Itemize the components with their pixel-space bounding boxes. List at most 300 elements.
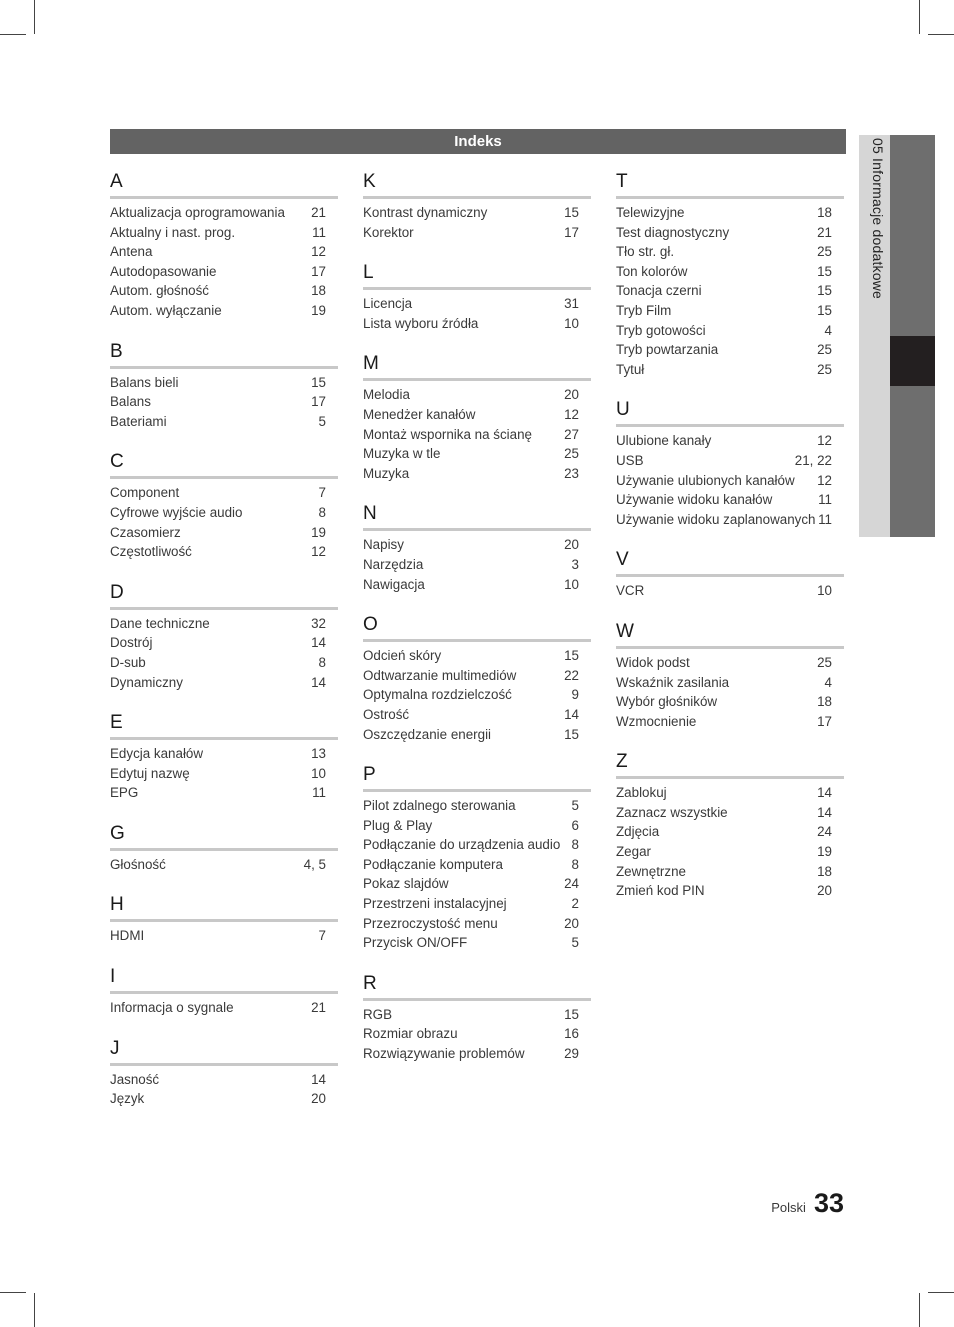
index-section [616, 620, 844, 731]
index-entry [363, 203, 591, 223]
entry-page: 5 [571, 798, 579, 814]
entry-term: HDMI [110, 928, 145, 944]
index-entry [110, 855, 338, 875]
index-entry [616, 881, 844, 901]
entry-term: Nawigacja [363, 576, 425, 592]
entry-list [363, 1005, 591, 1064]
entry-term: Edytuj nazwę [110, 765, 190, 781]
entry-page: 15 [817, 283, 832, 299]
entry-term: Licencja [363, 296, 413, 312]
entry-page: 25 [817, 654, 832, 670]
entry-list [110, 998, 338, 1018]
entry-term: Zmień kod PIN [616, 883, 705, 899]
entry-page: 10 [564, 315, 579, 331]
entry-page: 21, 22 [794, 452, 832, 468]
index-section [363, 613, 591, 744]
crop-mark [0, 34, 26, 35]
entry-page: 15 [564, 726, 579, 742]
section-letter: V [616, 548, 844, 577]
index-entry [110, 301, 338, 321]
entry-page: 13 [311, 746, 326, 762]
entry-term: Częstotliwość [110, 544, 192, 560]
index-section [110, 170, 338, 321]
entry-term: Dynamiczny [110, 674, 183, 690]
entry-term: Rozmiar obrazu [363, 1026, 458, 1042]
entry-term: Wzmocnienie [616, 713, 697, 729]
entry-page: 14 [311, 1071, 326, 1087]
index-entry [363, 464, 591, 484]
index-entry [110, 542, 338, 562]
entry-term: Menedżer kanałów [363, 406, 476, 422]
entry-page: 6 [571, 817, 579, 833]
entry-page: 20 [564, 387, 579, 403]
index-section [110, 450, 338, 561]
entry-term: Lista wyboru źródła [363, 315, 479, 331]
entry-term: Edycja kanałów [110, 746, 204, 762]
index-entry [363, 314, 591, 334]
index-entry [110, 614, 338, 634]
page-number: 33 [813, 1188, 844, 1218]
entry-page: 14 [311, 635, 326, 651]
index-entry [363, 294, 591, 314]
entry-page: 20 [564, 915, 579, 931]
entry-page: 10 [817, 583, 832, 599]
entry-term: Plug & Play [363, 817, 433, 833]
index-entry [363, 705, 591, 725]
index-entry [363, 575, 591, 595]
index-column-3 [616, 170, 844, 920]
index-entry [616, 822, 844, 842]
entry-page: 11 [818, 511, 832, 527]
entry-term: Tytuł [616, 361, 645, 377]
section-letter: M [363, 352, 591, 381]
entry-page: 7 [318, 485, 326, 501]
entry-page: 3 [571, 556, 579, 572]
section-letter: G [110, 822, 338, 851]
entry-page: 12 [311, 544, 326, 560]
entry-page: 20 [564, 537, 579, 553]
entry-term: Przezroczystość menu [363, 915, 498, 931]
index-entry [616, 451, 844, 471]
entry-term: Głośność [110, 856, 166, 872]
index-entry [363, 405, 591, 425]
index-section [110, 581, 338, 692]
entry-page: 11 [312, 224, 326, 240]
index-entry [363, 894, 591, 914]
entry-term: Tryb gotowości [616, 322, 706, 338]
index-entry [363, 725, 591, 745]
entry-term: Component [110, 485, 180, 501]
section-letter: A [110, 170, 338, 199]
entry-page: 12 [564, 406, 579, 422]
index-entry [616, 581, 844, 601]
entry-term: Muzyka [363, 465, 410, 481]
index-entry [110, 673, 338, 693]
entry-page: 5 [571, 935, 579, 951]
entry-list [363, 385, 591, 483]
entry-term: Napisy [363, 537, 404, 553]
entry-term: Muzyka w tle [363, 446, 441, 462]
entry-list [363, 294, 591, 333]
entry-term: Montaż wspornika na ścianę [363, 426, 532, 442]
index-entry [616, 712, 844, 732]
entry-page: 29 [564, 1046, 579, 1062]
entry-term: RGB [363, 1006, 393, 1022]
entry-term: Ostrość [363, 706, 410, 722]
section-letter: E [110, 711, 338, 740]
crop-mark [928, 1292, 954, 1293]
index-entry [616, 803, 844, 823]
entry-term: Używanie widoku kanałów [616, 492, 773, 508]
index-entry [616, 510, 844, 530]
index-entry [110, 764, 338, 784]
index-entry [363, 685, 591, 705]
entry-term: Zaznacz wszystkie [616, 804, 728, 820]
entry-term: Wskaźnik zasilania [616, 674, 730, 690]
index-section [110, 1037, 338, 1109]
index-entry [110, 503, 338, 523]
entry-list [363, 796, 591, 953]
entry-page: 16 [564, 1026, 579, 1042]
entry-list [110, 203, 338, 321]
index-entry [363, 535, 591, 555]
index-entry [363, 796, 591, 816]
entry-page: 22 [564, 667, 579, 683]
entry-page: 9 [571, 687, 579, 703]
entry-term: Zablokuj [616, 785, 667, 801]
side-tab-marker [890, 336, 935, 386]
entry-page: 11 [312, 785, 326, 801]
index-entry [363, 223, 591, 243]
section-letter: N [363, 502, 591, 531]
entry-term: Ton kolorów [616, 263, 688, 279]
index-section [110, 893, 338, 946]
entry-term: Widok podst [616, 654, 690, 670]
entry-list [110, 744, 338, 803]
entry-term: Narzędzia [363, 556, 424, 572]
entry-term: Pokaz slajdów [363, 876, 449, 892]
entry-page: 12 [311, 244, 326, 260]
entry-term: EPG [110, 785, 139, 801]
entry-term: Przestrzeni instalacyjnej [363, 896, 507, 912]
crop-mark [919, 0, 920, 34]
entry-list [616, 653, 844, 731]
index-entry [616, 360, 844, 380]
entry-page: 15 [564, 648, 579, 664]
entry-term: Podłączanie komputera [363, 856, 503, 872]
entry-term: Kontrast dynamiczny [363, 205, 488, 220]
index-entry [616, 653, 844, 673]
entry-page: 12 [817, 472, 832, 488]
entry-list [616, 581, 844, 601]
index-entry [616, 862, 844, 882]
entry-list [363, 535, 591, 594]
index-entry [616, 673, 844, 693]
entry-page: 32 [311, 615, 326, 631]
index-column-1 [110, 170, 338, 1128]
section-letter: U [616, 398, 844, 427]
section-letter: I [110, 965, 338, 994]
entry-page: 11 [818, 492, 832, 508]
index-entry [110, 262, 338, 282]
index-entry [616, 431, 844, 451]
entry-page: 24 [564, 876, 579, 892]
entry-list [110, 373, 338, 432]
entry-term: Optymalna rozdzielczość [363, 687, 512, 703]
index-entry [110, 392, 338, 412]
index-entry [616, 223, 844, 243]
index-entry [363, 646, 591, 666]
index-section [616, 170, 844, 379]
entry-page: 15 [311, 374, 326, 390]
page-title: Indeks [454, 133, 502, 150]
crop-mark [34, 0, 35, 34]
entry-term: Autodopasowanie [110, 263, 217, 279]
entry-page: 21 [311, 1000, 326, 1016]
entry-term: Bateriami [110, 413, 167, 429]
entry-page: 19 [311, 302, 326, 318]
index-section [110, 822, 338, 875]
entry-term: Cyfrowe wyjście audio [110, 504, 243, 520]
index-column-2 [363, 170, 591, 1083]
index-entry [616, 490, 844, 510]
section-letter: D [110, 581, 338, 610]
entry-page: 15 [564, 1006, 579, 1022]
index-entry [110, 223, 338, 243]
index-entry [110, 1089, 338, 1109]
index-section [363, 502, 591, 594]
entry-page: 21 [817, 224, 832, 240]
entry-page: 5 [318, 413, 326, 429]
entry-term: D-sub [110, 654, 146, 670]
entry-term: Tryb powtarzania [616, 342, 719, 358]
index-section [616, 548, 844, 601]
entry-page: 19 [817, 844, 832, 860]
index-entry [363, 444, 591, 464]
entry-list [110, 855, 338, 875]
entry-list [363, 203, 591, 242]
entry-page: 27 [564, 426, 579, 442]
section-letter: H [110, 893, 338, 922]
section-letter: C [110, 450, 338, 479]
index-section [363, 763, 591, 953]
entry-page: 18 [817, 694, 832, 710]
index-entry [110, 281, 338, 301]
entry-term: Antena [110, 244, 153, 260]
index-entry [110, 998, 338, 1018]
index-entry [110, 633, 338, 653]
entry-page: 17 [311, 394, 326, 410]
index-entry [110, 373, 338, 393]
index-entry [110, 744, 338, 764]
entry-term: Telewizyjne [616, 205, 685, 220]
entry-page: 17 [817, 713, 832, 729]
index-entry [110, 653, 338, 673]
index-section [363, 170, 591, 242]
entry-term: Rozwiązywanie problemów [363, 1046, 525, 1062]
entry-page: 14 [564, 706, 579, 722]
entry-page: 20 [817, 883, 832, 899]
chapter-tab-label: 05 Informacje dodatkowe [870, 138, 886, 300]
index-entry [616, 471, 844, 491]
entry-page: 25 [817, 244, 832, 260]
entry-list [110, 614, 338, 692]
index-entry [363, 1024, 591, 1044]
entry-page: 19 [311, 524, 326, 540]
index-entry [363, 385, 591, 405]
index-section [110, 965, 338, 1018]
entry-term: Informacja o sygnale [110, 1000, 234, 1016]
section-letter: L [363, 261, 591, 290]
section-letter: K [363, 170, 591, 199]
index-section [363, 972, 591, 1064]
entry-page: 18 [817, 863, 832, 879]
entry-page: 15 [817, 263, 832, 279]
entry-term: Melodia [363, 387, 410, 403]
entry-list [110, 1070, 338, 1109]
index-section [616, 750, 844, 901]
entry-term: Odcień skóry [363, 648, 442, 664]
index-entry [616, 262, 844, 282]
entry-page: 4 [824, 322, 832, 338]
entry-term: Balans [110, 394, 151, 410]
index-entry [363, 835, 591, 855]
entry-term: Tło str. gł. [616, 244, 675, 260]
index-entry [616, 783, 844, 803]
entry-term: Dostrój [110, 635, 153, 651]
entry-term: Używanie ulubionych kanałów [616, 472, 795, 488]
index-entry [363, 666, 591, 686]
entry-list [110, 483, 338, 561]
section-letter: W [616, 620, 844, 649]
entry-term: Dane techniczne [110, 615, 210, 631]
entry-page: 10 [564, 576, 579, 592]
entry-term: Oszczędzanie energii [363, 726, 492, 742]
crop-mark [0, 1292, 26, 1293]
index-entry [110, 1070, 338, 1090]
entry-term: Autom. głośność [110, 283, 209, 299]
entry-page: 10 [311, 765, 326, 781]
index-section [616, 398, 844, 529]
entry-term: Pilot zdalnego sterowania [363, 798, 516, 814]
entry-term: Wybór głośników [616, 694, 718, 710]
crop-mark [928, 34, 954, 35]
entry-page: 14 [817, 785, 832, 801]
entry-page: 15 [564, 205, 579, 220]
entry-term: Tryb Film [616, 302, 672, 318]
index-entry [363, 1044, 591, 1064]
entry-list [110, 926, 338, 946]
index-entry [616, 301, 844, 321]
entry-list [616, 431, 844, 529]
index-entry [363, 855, 591, 875]
entry-page: 18 [311, 283, 326, 299]
entry-term: Aktualizacja oprogramowania [110, 205, 285, 220]
index-entry [363, 1005, 591, 1025]
entry-term: Ulubione kanały [616, 433, 712, 449]
entry-term: Podłączanie do urządzenia audio [363, 837, 561, 853]
index-entry [363, 555, 591, 575]
crop-mark [919, 1293, 920, 1327]
section-letter: Z [616, 750, 844, 779]
entry-term: Tonacja czerni [616, 283, 702, 299]
index-entry [616, 340, 844, 360]
entry-term: USB [616, 452, 644, 468]
entry-term: Autom. wyłączanie [110, 302, 222, 318]
entry-page: 17 [311, 263, 326, 279]
entry-page: 8 [571, 856, 579, 872]
index-entry [110, 523, 338, 543]
entry-page: 25 [817, 342, 832, 358]
index-section [110, 340, 338, 432]
entry-page: 31 [564, 296, 579, 312]
entry-term: Korektor [363, 224, 414, 240]
entry-page: 14 [311, 674, 326, 690]
entry-list [616, 783, 844, 901]
entry-page: 8 [318, 504, 326, 520]
index-entry [363, 874, 591, 894]
index-entry [110, 483, 338, 503]
entry-term: Balans bieli [110, 374, 179, 390]
entry-page: 24 [817, 824, 832, 840]
entry-page: 17 [564, 224, 579, 240]
index-entry [616, 321, 844, 341]
entry-term: Test diagnostyczny [616, 224, 730, 240]
index-section [110, 711, 338, 803]
crop-mark [34, 1293, 35, 1327]
entry-list [616, 203, 844, 379]
entry-term: Zegar [616, 844, 651, 860]
index-section [363, 261, 591, 333]
index-entry [110, 926, 338, 946]
entry-term: Aktualny i nast. prog. [110, 224, 236, 240]
index-section [363, 352, 591, 483]
entry-page: 25 [564, 446, 579, 462]
entry-page: 14 [817, 804, 832, 820]
entry-page: 25 [817, 361, 832, 377]
index-entry [110, 242, 338, 262]
entry-page: 12 [817, 433, 832, 449]
entry-page: 15 [817, 302, 832, 318]
section-letter: P [363, 763, 591, 792]
entry-page: 4 [824, 674, 832, 690]
entry-page: 20 [311, 1091, 326, 1107]
entry-page: 2 [571, 896, 579, 912]
entry-term: Zdjęcia [616, 824, 660, 840]
entry-term: Odtwarzanie multimediów [363, 667, 517, 683]
entry-term: Używanie widoku zaplanowanych [616, 511, 816, 527]
index-entry [363, 914, 591, 934]
section-letter: O [363, 613, 591, 642]
section-letter: T [616, 170, 844, 199]
index-entry [616, 281, 844, 301]
entry-term: Język [110, 1091, 145, 1107]
index-entry [110, 203, 338, 223]
entry-term: Zewnętrzne [616, 863, 686, 879]
index-entry [363, 816, 591, 836]
entry-page: 7 [318, 928, 326, 944]
section-letter: R [363, 972, 591, 1001]
index-entry [616, 692, 844, 712]
entry-page: 23 [564, 465, 579, 481]
entry-term: Czasomierz [110, 524, 181, 540]
index-entry [363, 933, 591, 953]
page-footer [771, 1188, 844, 1219]
entry-term: VCR [616, 583, 645, 599]
index-entry [363, 425, 591, 445]
index-entry [110, 783, 338, 803]
entry-page: 8 [318, 654, 326, 670]
